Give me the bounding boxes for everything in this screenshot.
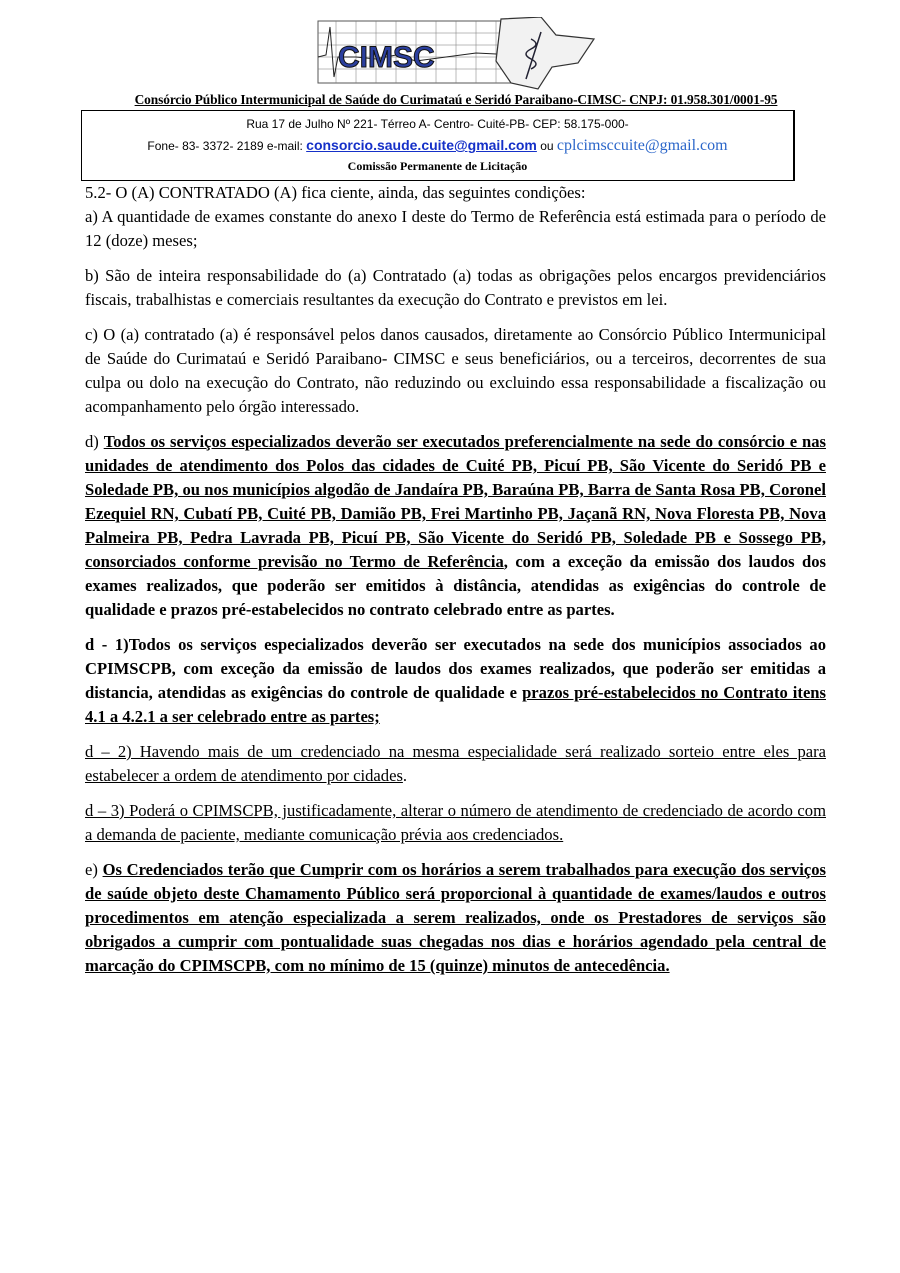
svg-text:CIMSC: CIMSC <box>338 41 435 74</box>
clause-a: a) A quantidade de exames constante do anexo I deste do Termo de Referência está estimada para o período de 12 (doze) meses; <box>85 207 826 250</box>
clause-e-prefix: e) <box>85 860 103 879</box>
clause-d2-end: . <box>402 766 408 785</box>
clause-d-prefix: d) <box>85 432 104 451</box>
email-link-2[interactable]: cplcimsccuite@gmail.com <box>556 137 728 154</box>
contact-box <box>81 110 795 181</box>
clause-d2 <box>85 740 826 788</box>
clause-c: c) O (a) contratado (a) é responsável pelos danos causados, diretamente ao Consórcio Público Intermunicipal de Saúde do Curimataú e Seridó Paraibano- CIMSC e seus beneficiários, ou a terceiros, decorrentes de sua culpa ou dolo na execução do Contrato, não reduzindo ou excluindo essa responsabilidade a fiscalização ou acompanhamento pelo órgão interessado. <box>85 325 826 416</box>
committee-name: Comissão Permanente de Licitação <box>347 159 528 173</box>
clause-d1-underlined: prazos pré-estabelecidos no Contrato itens 4.1 a 4.2.1 a ser celebrado entre as partes; <box>85 683 826 726</box>
document-body <box>85 181 826 989</box>
clause-d <box>85 430 826 622</box>
clause-d1 <box>85 633 826 729</box>
clause-e-text: Os Credenciados terão que Cumprir com os horários a serem trabalhados para execução dos serviços de saúde objeto deste Chamamento Público será proporcional à quantidade de exames/laudos e outros procedimentos em atenção especializada a serem realizados, onde os Prestadores de serviços são obrigados a cumprir com pontualidade suas chegadas nos dias e horários agendado pela central de marcação do CPIMSCPB, com no mínimo de 15 (quinze) minutos de antecedência. <box>85 860 826 975</box>
clause-d3: d – 3) Poderá o CPIMSCPB, justificadamente, alterar o número de atendimento de credenciado de acordo com a demanda de paciente, mediante comunicação prévia aos credenciados. <box>85 801 826 844</box>
clause-d-rest: , com a exceção da emissão dos laudos dos exames realizados, que poderão ser emitidos à distância, atendidas as exigências do controle de qualidade e prazos pré-estabelecidos no contrato celebrado entre as partes. <box>85 552 826 619</box>
section-heading: 5.2- O (A) CONTRATADO (A) fica ciente, ainda, das seguintes condições: <box>85 183 586 202</box>
phone-label: Fone- 83- 3372- 2189 e-mail: <box>147 139 307 153</box>
address: Rua 17 de Julho Nº 221- Térreo A- Centro- Cuité-PB- CEP: 58.175-000- <box>246 117 629 131</box>
contact-line <box>82 137 793 155</box>
clause-d-underlined: Todos os serviços especializados deverão ser executados preferencialmente na sede do consórcio e nas unidades de atendimento dos Polos das cidades de Cuité PB, Picuí PB, São Vicente do Seridó PB e Soledade PB, ou nos municípios algodão de Jandaíra PB, Baraúna PB, Barra de Santa Rosa PB, Coronel Ezequiel RN, Cubatí PB, Cuité PB, Damião PB, Frei Martinho PB, Jaçanã RN, Nova Floresta PB, Nova Palmeira PB, Pedra Lavrada PB, Picuí PB, São Vicente do Seridó PB, Soledade PB e Sossego PB, consorciados conforme previsão no Termo de Referência <box>85 432 826 571</box>
email-link-1[interactable]: consorcio.saude.cuite@gmail.com <box>306 137 537 153</box>
organization-name: Consórcio Público Intermunicipal de Saúde do Curimataú e Seridó Paraibano-CIMSC- CNPJ: 01.958.301/0001-95 <box>134 92 778 107</box>
clause-d2-text: d – 2) Havendo mais de um credenciado na mesma especialidade será realizado sorteio entre eles para estabelecer a ordem de atendimento por cidades <box>85 742 826 785</box>
clause-e <box>85 858 826 978</box>
cimsc-logo <box>316 17 596 91</box>
clause-b: b) São de inteira responsabilidade do (a) Contratado (a) todas as obrigações pelos encargos previdenciários fiscais, trabalhistas e comerciais resultantes da execução do Contrato e previstos em lei. <box>85 266 826 309</box>
or-text: ou <box>536 139 557 153</box>
clause-d1-text: d - 1)Todos os serviços especializados deverão ser executados na sede dos municípios associados ao CPIMSCPB, com exceção da emissão de laudos dos exames realizados, que poderão ser emitidas a distancia, atendidas as exigências do controle de qualidade e <box>85 635 826 702</box>
